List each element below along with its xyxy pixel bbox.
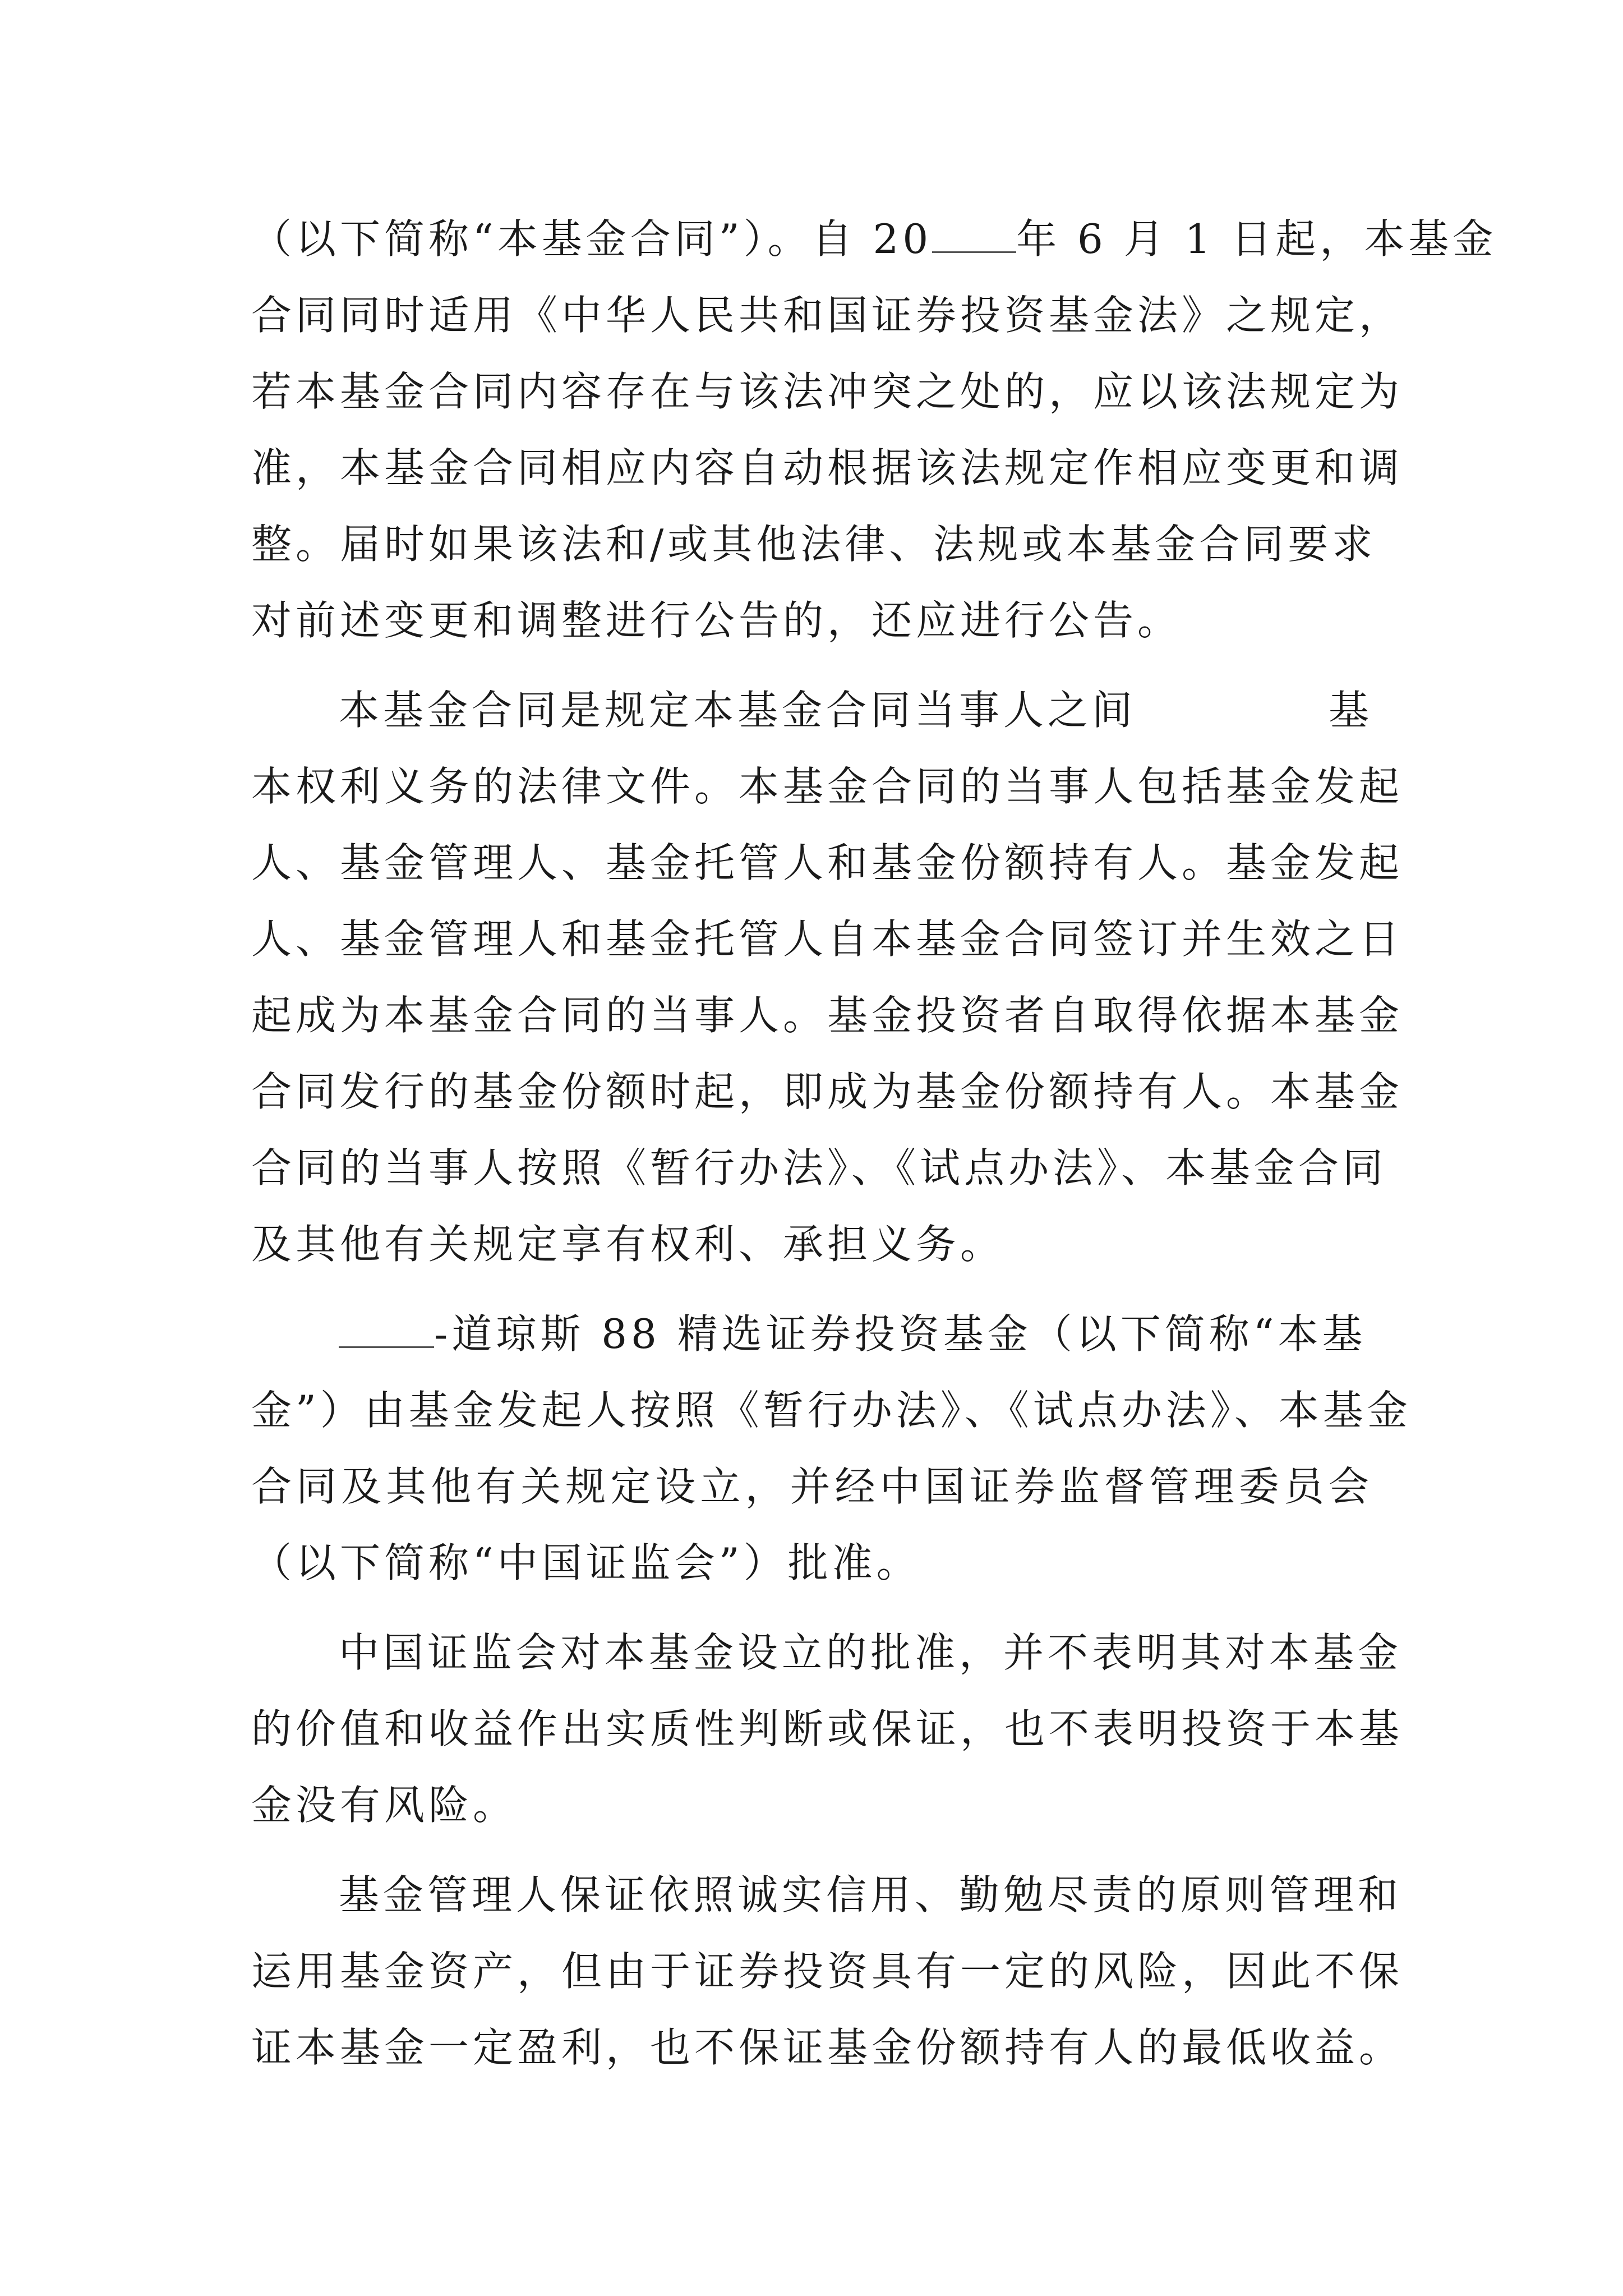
paragraph-1-line-4: 准，本基金合同相应内容自动根据该法规定作相应变更和调 <box>251 444 1404 491</box>
paragraph-1-line-1 <box>251 201 1497 277</box>
paragraph-5-line-1: 基金管理人保证依照诚实信用、勤勉尽责的原则管理和 <box>339 1871 1403 1918</box>
paragraph-2-line-6: 合同发行的基金份额时起，即成为基金份额持有人。本基金 <box>251 1068 1404 1115</box>
paragraph-4-line-3: 金没有风险。 <box>251 1782 518 1829</box>
paragraph-2-line-7: 合同的当事人按照《暂行办法》、《试点办法》、本基金合同 <box>251 1144 1387 1191</box>
fill-in-blank <box>339 1317 434 1348</box>
text-segment: -道琼斯 88 精选证券投资基金（以下简称“本基 <box>434 1310 1367 1358</box>
paragraph-1-line-2: 合同同时适用《中华人民共和国证券投资基金法》之规定， <box>251 292 1404 339</box>
text-segment: 年 6 月 1 日起，本基金 <box>1016 215 1497 263</box>
paragraph-5-line-3: 证本基金一定盈利，也不保证基金份额持有人的最低收益。 <box>251 2024 1404 2071</box>
paragraph-2-line-4: 人、基金管理人和基金托管人自本基金合同签订并生效之日 <box>251 915 1404 963</box>
paragraph-2-line-1 <box>339 672 1373 748</box>
paragraph-4-line-2: 的价值和收益作出实质性判断或保证，也不表明投资于本基 <box>251 1705 1404 1752</box>
text-segment: （以下简称“本基金合同”）。自 20 <box>251 215 933 263</box>
paragraph-3-line-4: （以下简称“中国证监会”）批准。 <box>251 1539 921 1586</box>
paragraph-2-line-8: 及其他有关规定享有权利、承担义务。 <box>251 1221 1005 1268</box>
paragraph-1-line-5: 整。届时如果该法和/或其他法律、法规或本基金合同要求 <box>251 521 1377 568</box>
paragraph-2-line-3: 人、基金管理人、基金托管人和基金份额持有人。基金发起 <box>251 839 1404 886</box>
fill-in-blank <box>932 222 1016 253</box>
paragraph-1-line-3: 若本基金合同内容存在与该法冲突之处的，应以该法规定为 <box>251 368 1404 415</box>
paragraph-3-line-2: 金”）由基金发起人按照《暂行办法》、《试点办法》、本基金 <box>251 1387 1412 1434</box>
paragraph-3-line-3: 合同及其他有关规定设立，并经中国证券监督管理委员会 <box>251 1463 1373 1510</box>
text-segment: 基 <box>1328 687 1373 734</box>
paragraph-1-line-6: 对前述变更和调整进行公告的，还应进行公告。 <box>251 597 1182 644</box>
paragraph-4-line-1: 中国证监会对本基金设立的批准，并不表明其对本基金 <box>339 1629 1403 1676</box>
paragraph-2-line-2: 本权利义务的法律文件。本基金合同的当事人包括基金发起 <box>251 763 1404 810</box>
text-segment: 本基金合同是规定本基金合同当事人之间 <box>339 687 1137 734</box>
paragraph-2-line-5: 起成为本基金合同的当事人。基金投资者自取得依据本基金 <box>251 992 1404 1039</box>
paragraph-3-line-1 <box>339 1296 1373 1372</box>
paragraph-5-line-2: 运用基金资产，但由于证券投资具有一定的风险，因此不保 <box>251 1948 1404 1995</box>
